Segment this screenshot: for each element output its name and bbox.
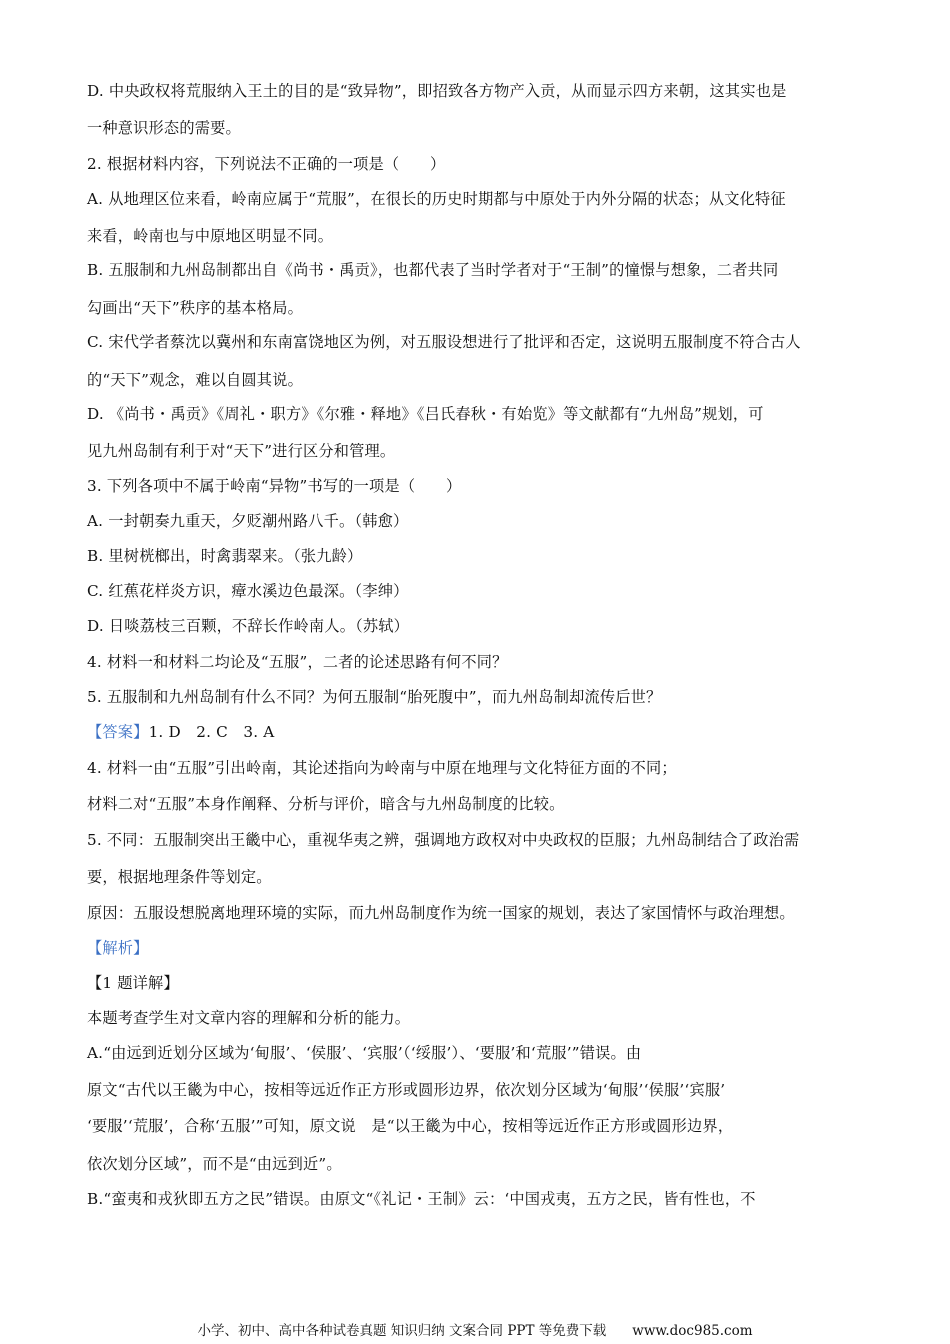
text-line: A.“由远到近划分区域为‘甸服’、‘侯服’、‘宾服’（‘绥服’）、‘要服’和‘荒服’”错误。由 (87, 1044, 642, 1062)
page-footer (0, 1322, 950, 1340)
question-4: 4. 材料一和材料二均论及“五服”，二者的论述思路有何不同？ (87, 653, 508, 671)
text-line: 材料二对“五服”本身作阐释、分析与评价，暗含与九州岛制度的比较。 (87, 795, 565, 813)
text-line: 原文“古代以王畿为中心，按相等远近作正方形或圆形边界，依次划分区域为‘甸服’‘侯服’‘宾服’ (87, 1081, 726, 1099)
option-3a: A. 一封朝奏九重天，夕贬潮州路八千。（韩愈） (87, 512, 409, 530)
option-2b: B. 五服制和九州岛制都出自《尚书・禹贡》，也都代表了当时学者对于“王制”的憧憬与想象，二者共同 (87, 261, 779, 279)
text-line: 来看，岭南也与中原地区明显不同。 (87, 227, 334, 245)
text-line: 依次划分区域”，而不是“由远到近”。 (87, 1155, 342, 1173)
footer-site-link[interactable]: www.doc985.com (632, 1323, 753, 1339)
option-3b: B. 里树桄榔出，时禽翡翠来。（张九龄） (87, 547, 363, 565)
option-2c: C. 宋代学者蔡沈以冀州和东南富饶地区为例，对五服设想进行了批评和否定，这说明五服制度不符合古人 (87, 333, 801, 351)
text-line: 一种意识形态的需要。 (87, 119, 241, 137)
text-line: 的“天下”观念，难以自圆其说。 (87, 371, 303, 389)
option-2a: A. 从地理区位来看，岭南应属于“荒服”，在很长的历史时期都与中原处于内外分隔的状态；从文化特征 (87, 190, 786, 208)
text-line: 原因：五服设想脱离地理环境的实际，而九州岛制度作为统一国家的规划，表达了家国情怀与政治理想。 (87, 904, 795, 922)
text-line: ‘要服’‘荒服’，合称‘五服’”可知，原文说 是“以王畿为中心，按相等远近作正方形或圆形边界， (87, 1117, 734, 1135)
text-line: 见九州岛制有利于对“天下”进行区分和管理。 (87, 442, 396, 460)
text-line: B.“蛮夷和戎狄即五方之民”错误。由原文“《礼记・王制》云：‘中国戎夷，五方之民，皆有性也，不 (87, 1190, 756, 1208)
answer-text: 1. D 2. C 3. A (148, 723, 275, 741)
text-line: 要，根据地理条件等划定。 (87, 868, 272, 886)
question-3: 3. 下列各项中不属于岭南“异物”书写的一项是（ ） (87, 477, 462, 495)
answer-line (87, 721, 867, 743)
footer-text: 小学、初中、高中各种试卷真题 知识归纳 文案合同 PPT 等免费下载 (197, 1323, 607, 1339)
text-line: 勾画出“天下”秩序的基本格局。 (87, 299, 303, 317)
option-3c: C. 红蕉花样炎方识，瘴水溪边色最深。（李绅） (87, 582, 409, 600)
text-line: 本题考查学生对文章内容的理解和分析的能力。 (87, 1009, 411, 1027)
analysis-label: 【解析】 (87, 939, 149, 957)
answer-4: 4. 材料一由“五服”引出岭南，其论述指向为岭南与中原在地理与文化特征方面的不同； (87, 759, 677, 777)
subsection-heading: 【1 题详解】 (87, 974, 179, 992)
question-2: 2. 根据材料内容，下列说法不正确的一项是（ ） (87, 155, 446, 173)
option-3d: D. 日啖荔枝三百颗，不辞长作岭南人。（苏轼） (87, 617, 410, 635)
analysis-line (87, 937, 867, 959)
question-5: 5. 五服制和九州岛制有什么不同？为何五服制“胎死腹中”，而九州岛制却流传后世？ (87, 688, 662, 706)
answer-5: 5. 不同：五服制突出王畿中心，重视华夷之辨，强调地方政权对中央政权的臣服；九州岛制结合了政治需 (87, 831, 800, 849)
text-line: D. 中央政权将荒服纳入王土的目的是“致异物”，即招致各方物产入贡，从而显示四方来朝，这其实也是 (87, 82, 787, 100)
option-2d: D. 《尚书・禹贡》《周礼・职方》《尔雅・释地》《吕氏春秋・有始览》等文献都有“九州岛”规划，可 (87, 405, 764, 423)
answer-label: 【答案】 (87, 723, 149, 741)
